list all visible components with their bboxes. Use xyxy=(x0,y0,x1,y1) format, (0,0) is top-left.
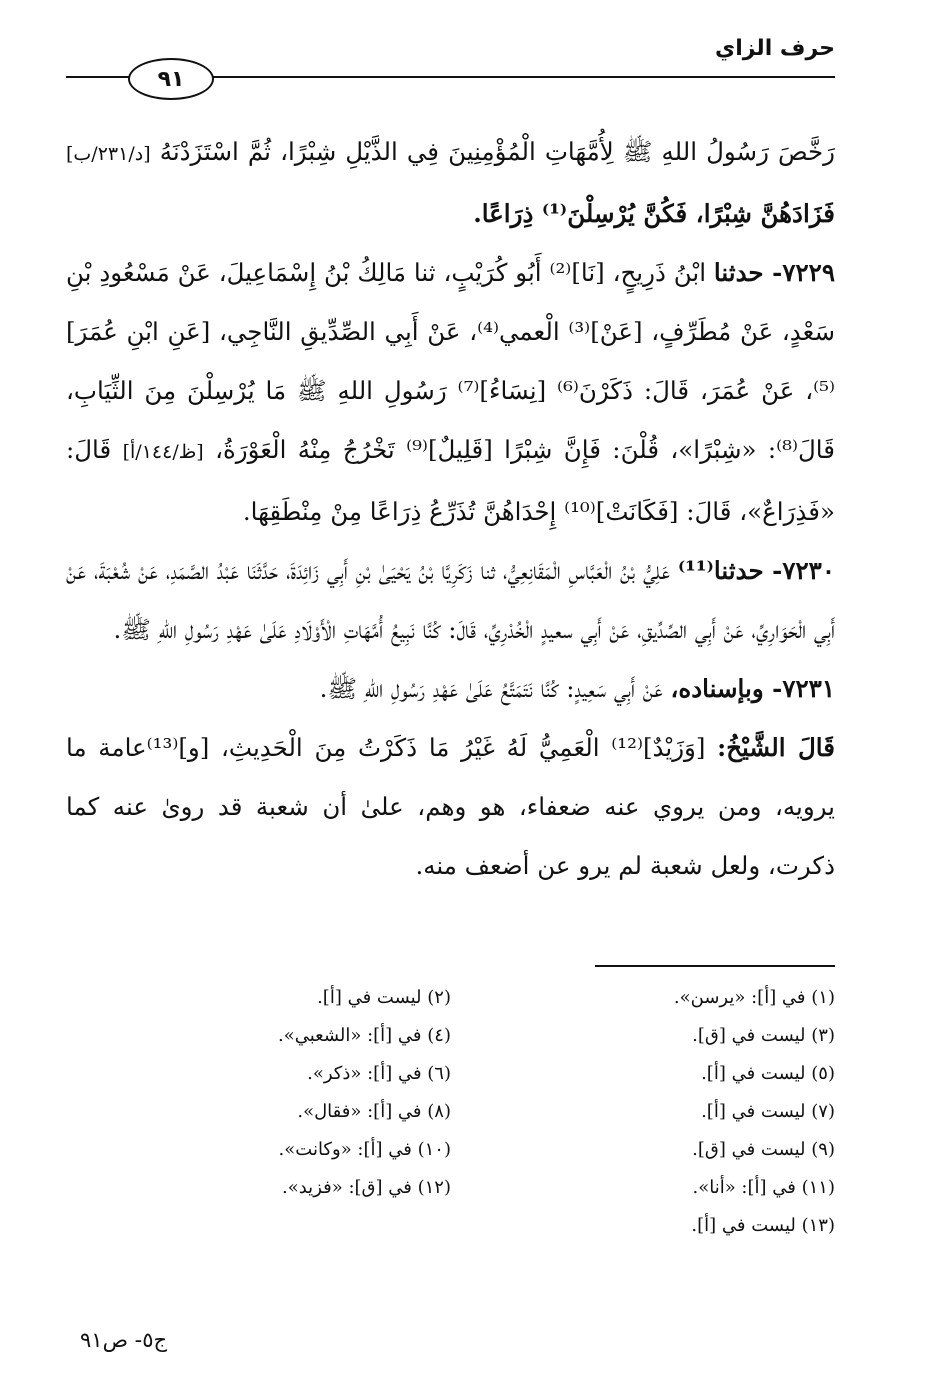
footnote-7: (٧) ليست في [أ]. xyxy=(701,1101,835,1122)
paragraph-tail: فَزَادَهُنَّ شِبْرًا، فَكُنَّ يُرْسِلْنَ⁽¹⁾ ذِرَاعًا. xyxy=(473,199,835,228)
hadith-tail: قَالَ: «فَذِرَاعٌ»، قَالَ: [فَكَانَتْ]⁽¹⁰⁾ إِحْدَاهُنَّ تُذَرِّعُ ذِرَاعًا مِنْ مِنْطَقِهَا. xyxy=(66,435,835,526)
footnote-6: (٦) في [أ]: «ذكر». xyxy=(307,1063,451,1084)
footnote-rule xyxy=(595,965,835,967)
hadith-number: ٧٢٢٩- حدثنا xyxy=(713,258,835,287)
comment-label: قَالَ الشَّيْخُ: xyxy=(717,733,835,762)
page-number: ٩١ xyxy=(157,66,185,92)
chapter-title: حرف الزاي xyxy=(715,36,835,61)
hadith-number: ٧٢٣١- وبإسناده، xyxy=(670,674,835,703)
page-number-badge xyxy=(128,58,214,100)
volume-page-label: ج٥- ص٩١ xyxy=(80,1328,168,1352)
margin-reference: [د/٢٣١/ب] xyxy=(66,143,151,165)
margin-reference: [ظ/١٤٤/أ] xyxy=(122,441,204,463)
footnote-9: (٩) ليست في [ق]. xyxy=(692,1139,835,1160)
footnote-11: (١١) في [أ]: «أنا». xyxy=(692,1177,835,1198)
hadith-7231 xyxy=(66,659,835,718)
hadith-number: ٧٢٣٠- حدثنا⁽¹¹⁾ xyxy=(677,556,835,585)
sheikh-comment xyxy=(66,718,835,895)
footnotes xyxy=(235,980,835,1244)
footnote-12: (١٢) في [ق]: «فزيد». xyxy=(282,1177,451,1198)
main-text xyxy=(66,122,835,895)
hadith-7229 xyxy=(66,243,835,541)
footnote-3: (٣) ليست في [ق]. xyxy=(692,1025,835,1046)
paragraph-1 xyxy=(66,122,835,243)
hadith-text: عَلِيُّ بْنُ الْعَبَّاسِ الْمَقَانِعِيُّ، ثنا زَكَرِيَّا بْنُ يَحْيَىٰ بْنِ أَبِي زَائِدَةَ، حَدَّثَنَا عَبْدُ الصَّمَدِ، عَنْ شُعْبَةَ، عَنْ أَبِي الْحَوَارِيِّ، عَنْ أَبِي الصِّدِّيقِ، عَنْ أَبِي سعيدٍ الْخُدْرِيِّ، قَالَ: كُنَّا نَبِيعُ أُمَّهَاتِ الْأَوْلَادِ عَلَىٰ عَهْدِ رَسُولِ اللهِ ﷺ. xyxy=(66,556,835,644)
page-header xyxy=(0,0,931,110)
footnote-10: (١٠) في [أ]: «وكانت». xyxy=(278,1139,451,1160)
hadith-text: ابْنُ ذَرِيحٍ، [نَا]⁽²⁾ أَبُو كُرَيْبٍ، ثنا مَالِكُ بْنُ إِسْمَاعِيلَ، عَنْ مَسْعُودِ بْنِ سَعْدٍ، عَنْ مُطَرِّفٍ، [عَنْ]⁽³⁾ الْعمي⁽⁴⁾، عَنْ أَبِي الصِّدِّيقِ النَّاجِي، [عَنِ ابْنِ عُمَرَ]⁽⁵⁾، عَنْ عُمَرَ، قَالَ: ذَكَرْنَ⁽⁶⁾ [نِسَاءُ]⁽⁷⁾ رَسُولِ اللهِ ﷺ مَا يُرْسِلْنَ مِنَ الثِّيَابِ، قَالَ⁽⁸⁾: «شِبْرًا»، قُلْنَ: فَإِنَّ شِبْرًا [قَلِيلٌ]⁽⁹⁾ تَخْرُجُ مِنْهُ الْعَوْرَةُ، xyxy=(66,258,836,464)
footnote-1: (١) في [أ]: «يرسن». xyxy=(673,987,835,1008)
hadith-text: عَنْ أَبِي سَعِيدٍ: كُنَّا نَتَمَتَّعُ عَلَىٰ عَهْدِ رَسُولِ اللهِ ﷺ. xyxy=(319,674,663,703)
paragraph-text: رَخَّصَ رَسُولُ اللهِ ﷺ لِأُمَّهَاتِ الْمُؤْمِنِينَ فِي الذَّيْلِ شِبْرًا، ثُمَّ اسْتَزَدْنَهُ xyxy=(159,137,835,166)
footnote-5: (٥) ليست في [أ]. xyxy=(701,1063,835,1084)
footnote-13: (١٣) ليست في [أ]. xyxy=(691,1215,835,1236)
footnote-2: (٢) ليست في [أ]. xyxy=(317,987,451,1008)
hadith-7230 xyxy=(66,541,835,659)
footnote-8: (٨) في [أ]: «فقال». xyxy=(297,1101,451,1122)
footnote-4: (٤) في [أ]: «الشعبي». xyxy=(277,1025,451,1046)
comment-text: [وَزَيْدٌ]⁽¹²⁾ الْعَمِيُّ لَهُ غَيْرُ مَا ذَكَرْتُ مِنَ الْحَدِيثِ، [و]⁽¹³⁾عامة ما يرويه، ومن يروي عنه ضعفاء، هو وهم، علىٰ أن شعبة قد روىٰ عنه كما ذكرت، ولعل شعبة لم يرو عن أضعف منه. xyxy=(66,733,835,880)
